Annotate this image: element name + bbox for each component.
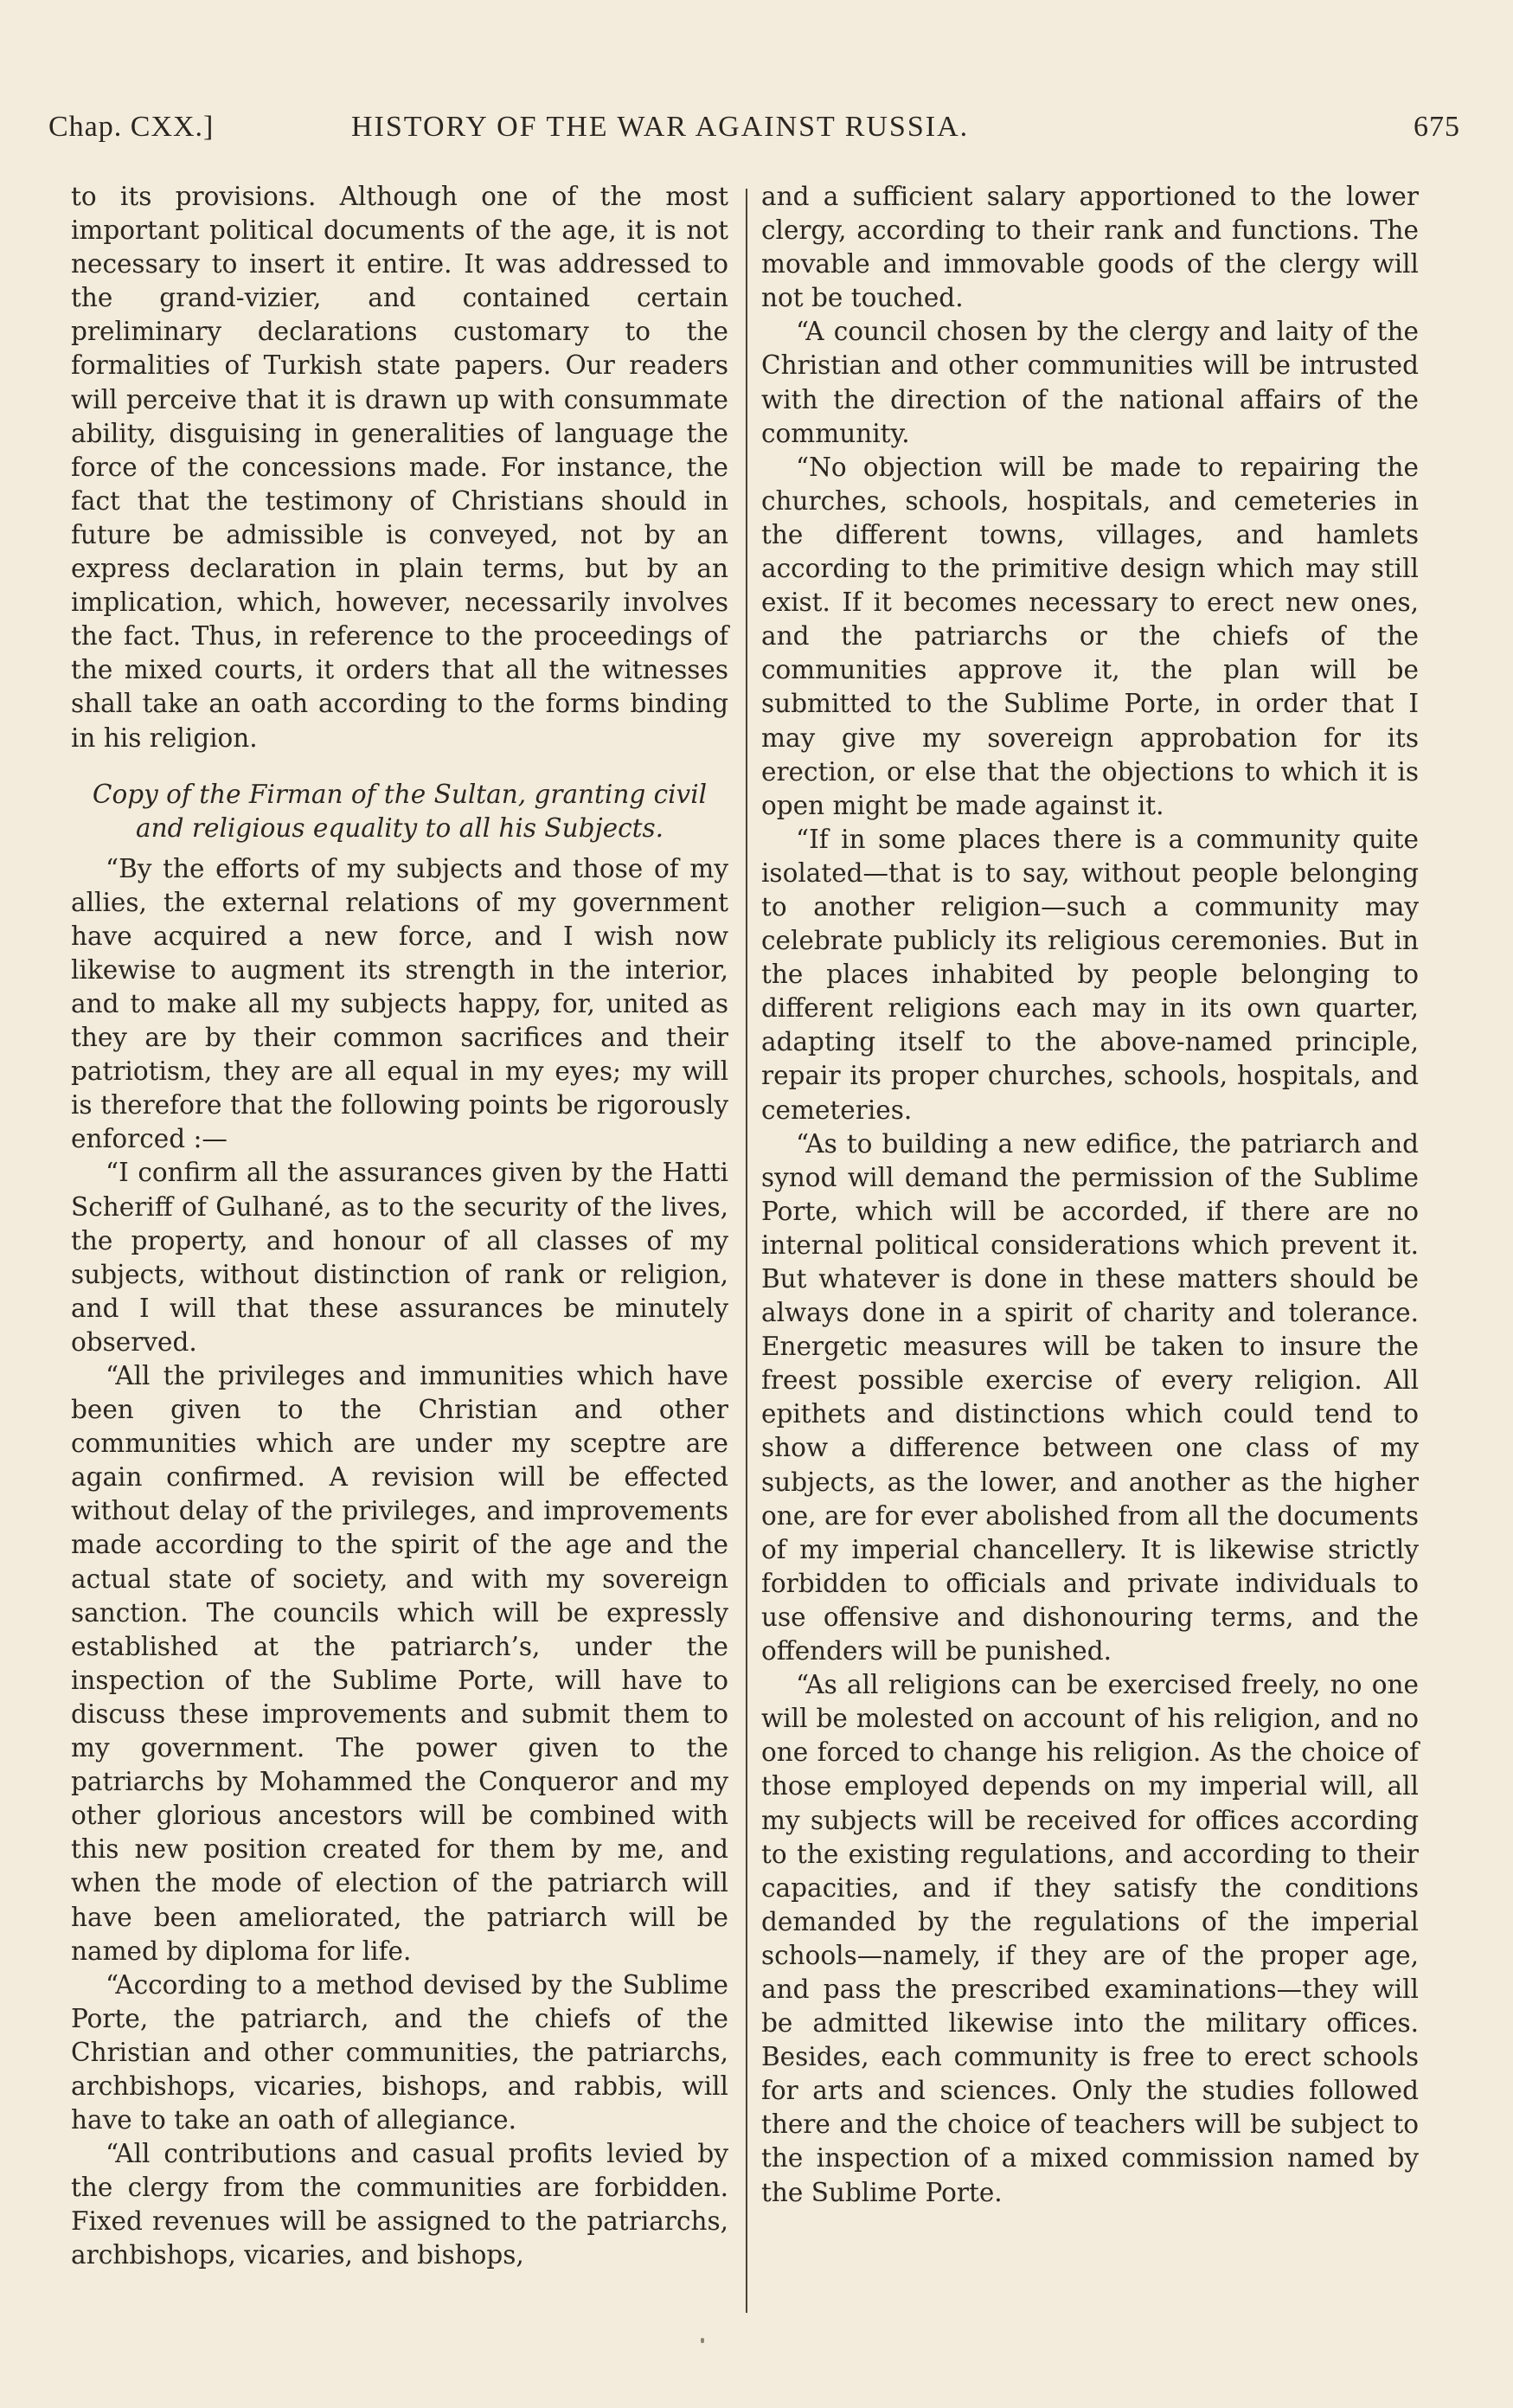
paragraph: “A council chosen by the clergy and laity of the Christian and other communities will be intrusted with the direction of the national affairs of the community. xyxy=(761,317,1419,448)
paragraph: and a sufficient salary apportioned to the lower clergy, according to their rank and functions. The movable and immovable goods of the clergy will not be touched. xyxy=(761,182,1419,313)
running-title: HISTORY OF THE WAR AGAINST RUSSIA. xyxy=(351,111,970,143)
paragraph: “If in some places there is a community quite isolated—that is to say, without people belonging to another religion—such a community may celebrate publicly its religious ceremonies. But in the places inhabited by people belonging to different religions each may in its own quarter, adapting itself to the above-named principle, repair its proper churches, schools, hospitals, and cemeteries. xyxy=(761,824,1419,1125)
page-number: 675 xyxy=(1414,111,1460,143)
running-header xyxy=(48,102,1460,154)
paragraph: “As to building a new edifice, the patriarch and synod will demand the permission of the Sublime Porte, which will be accorded, if there are no internal political considerations which prevent it. But whatever is done in these matters should be always done in a spirit of charity and tolerance. Energetic measures will be taken to insure the freest possible exercise of every religion. All epithets and distinctions which could tend to show a difference between one class of my subjects, as the lower, and another as the higher one, are for ever abolished from all the documents of my imperial chancellery. It is likewise strictly forbidden to officials and private individuals to use offensive and dishonouring terms, and the offenders will be punished. xyxy=(761,1128,1419,1666)
paragraph: “According to a method devised by the Sublime Porte, the patriarch, and the chiefs of the Christian and other communities, the patriarchs, archbishops, vicaries, bishops, and rabbis, will have to take an oath of allegiance. xyxy=(71,1969,728,2135)
column-divider xyxy=(746,189,747,2313)
paragraph: “All contributions and casual profits levied by the clergy from the communities are forbidden. Fixed revenues will be assigned to the patriarchs, archbishops, vicaries, and bishops, xyxy=(71,2139,728,2270)
left-column xyxy=(71,180,728,2273)
paragraph: “As all religions can be exercised freely, no one will be molested on account of his religion, and no one forced to change his religion. As the choice of those employed depends on my imperial will, all my subjects will be received for offices according to the existing regulations, and according to their capacities, and if they satisfy the conditions demanded by the regulations of the imperial schools—namely, if they are of the proper age, and pass the prescribed examinations—they will be admitted likewise into the military offices. Besides, each community is free to erect schools for arts and sciences. Only the studies followed there and the choice of teachers will be subject to the inspection of a mixed commission named by the Sublime Porte. xyxy=(761,1670,1419,2207)
intro-paragraph: to its provisions. Although one of the most important political documents of the age, it is not necessary to insert it entire. It was addressed to the grand-vizier, and contained certain preliminary declarations customary to the formalities of Turkish state papers. Our readers will perceive that it is drawn up with consummate ability, disguising in generalities of language the force of the concessions made. For instance, the fact that the testimony of Christians should in future be admissible is conveyed, not by an express declaration in plain terms, but by an implication, which, however, necessarily involves the fact. Thus, in reference to the proceedings of the mixed courts, it orders that all the witnesses shall take an oath according to the forms binding in his religion. xyxy=(71,182,728,753)
print-speck xyxy=(701,2338,704,2343)
paragraph: “I confirm all the assurances given by the Hatti Scheriff of Gulhané, as to the security of the lives, the property, and honour of all classes of my subjects, without distinction of rank or religion, and I will that these assurances be minutely observed. xyxy=(71,1158,728,1357)
chapter-label: Chap. CXX.] xyxy=(48,111,215,143)
paragraph: “All the privileges and immunities which have been given to the Christian and other communities which are under my sceptre are again confirmed. A revision will be effected without delay of the privileges, and improvements made according to the spirit of the age and the actual state of society, and with my sovereign sanction. The councils which will be expressly established at the patriarch’s, under the inspection of the Sublime Porte, will have to discuss these improvements and submit them to my government. The power given to the patriarchs by Mohammed the Conqueror and my other glorious ancestors will be combined with this new position created for them by me, and when the mode of election of the patriarch will have been ameliorated, the patriarch will be named by diploma for life. xyxy=(71,1361,728,1966)
paragraph: “No objection will be made to repairing the churches, schools, hospitals, and cemeteries in the different towns, villages, and hamlets according to the primitive design which may still exist. If it becomes necessary to erect new ones, and the patriarchs or the chiefs of the communities approve it, the plan will be submitted to the Sublime Porte, in order that I may give my sovereign approbation for its erection, or else that the objections to which it is open might be made against it. xyxy=(761,452,1419,820)
paragraph: “By the efforts of my subjects and those of my allies, the external relations of my government have acquired a new force, and I wish now likewise to augment its strength in the interior, and to make all my subjects happy, for, united as they are by their common sacrifices and their patriotism, they are all equal in my eyes; my will is therefore that the following points be rigorously enforced :— xyxy=(71,853,728,1154)
firman-heading: Copy of the Firman of the Sultan, granting civil and religious equality to all his Subjects. xyxy=(92,779,708,843)
right-column xyxy=(761,180,1419,2210)
